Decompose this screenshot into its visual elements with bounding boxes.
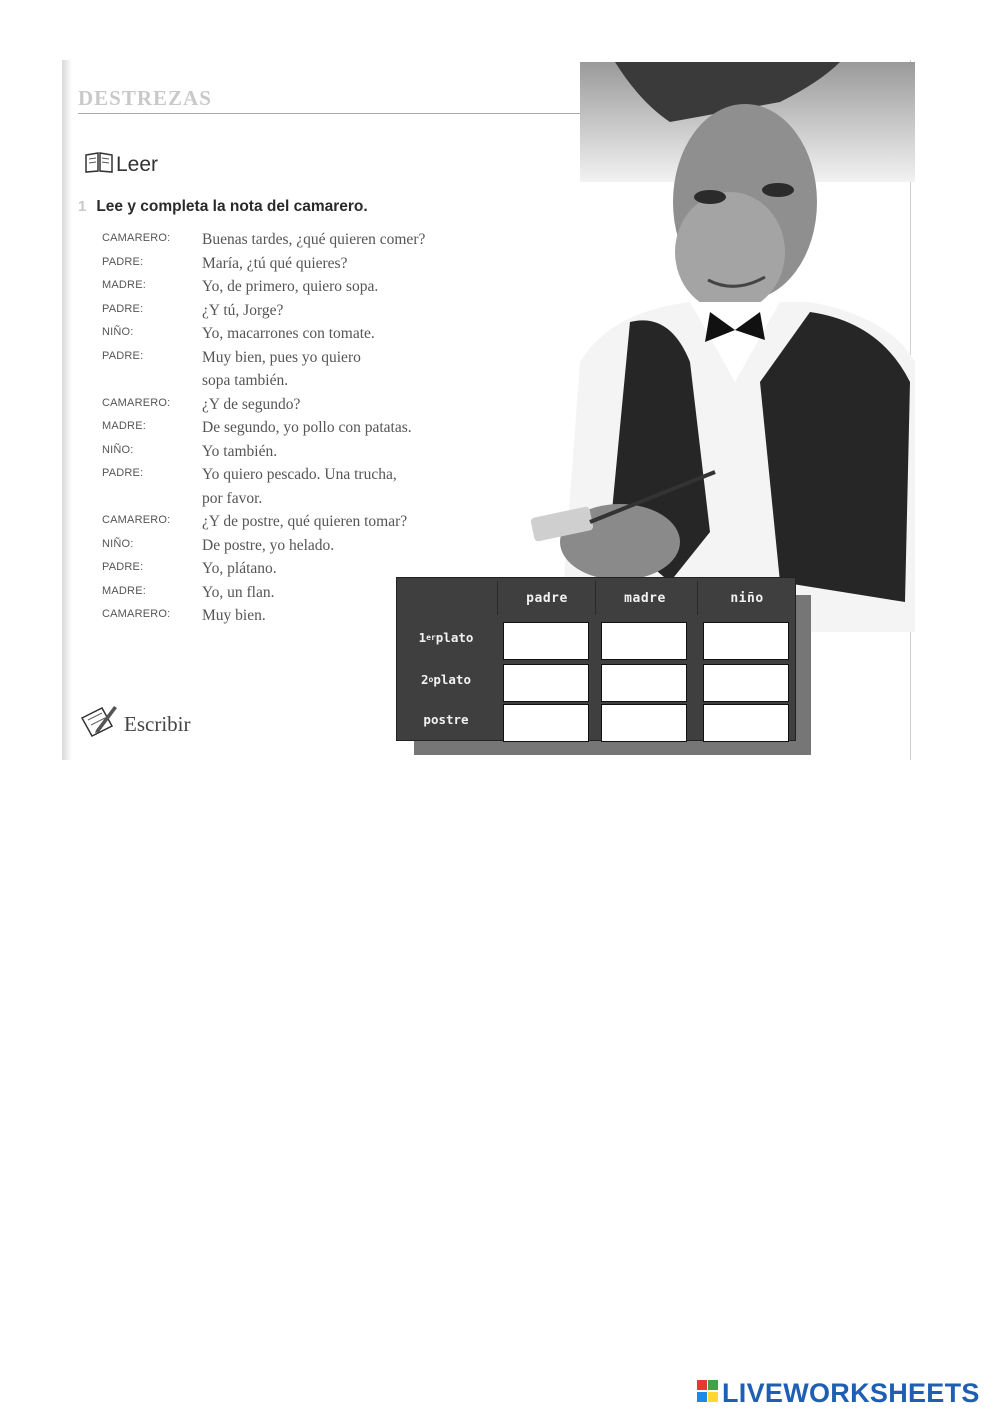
dialogue-line [102,252,522,276]
speaker-label: PADRE: [102,255,144,268]
row-header-label: 1 [418,629,427,645]
answer-box[interactable] [503,664,589,702]
answer-box[interactable] [601,704,687,742]
row-header-label: 2 [421,671,429,687]
utterance-text: De segundo, yo pollo con patatas. [202,419,412,436]
utterance-text: Yo quiero pescado. Una trucha, por favor. [202,466,397,507]
exercise-number: 1 [78,198,87,215]
row-header [401,702,491,736]
speaker-label: CAMARERO: [102,232,171,244]
utterance-text: Yo, plátano. [202,560,277,577]
row-header-rest: plato [433,671,471,687]
order-table [396,577,811,755]
answer-box[interactable] [601,664,687,702]
row-header-label: postre [423,711,469,727]
utterance-text: ¿Y de segundo? [202,395,301,413]
leer-label: Leer [116,152,159,176]
speaker-label: PADRE: [102,561,144,573]
speaker-label: NIÑO: [102,326,134,338]
row-header-ordinal: o [428,674,434,684]
liveworksheets-logo [697,1378,980,1409]
escribir-label: Escribir [124,712,191,736]
speaker-label: MADRE: [102,420,146,432]
exercise-instruction [78,198,368,216]
utterance-text: ¿Y tú, Jorge? [202,301,284,319]
row-header [401,662,491,696]
speaker-label: CAMARERO: [102,514,171,526]
logo-square [697,1392,707,1402]
row-header-rest: plato [435,629,474,645]
dialogue-line [102,440,522,464]
answer-box[interactable] [503,704,589,742]
pencil-paper-icon [78,704,118,745]
answer-box[interactable] [703,622,789,660]
dialogue-line [102,463,522,510]
dialogue-line [102,416,522,440]
dialogue-line [102,322,522,346]
utterance-text: María, ¿tú qué quieres? [202,254,348,272]
speaker-label: CAMARERO: [102,396,171,409]
answer-box[interactable] [703,664,789,702]
column-header: padre [497,581,596,615]
utterance-text: Buenas tardes, ¿qué quieren comer? [202,231,426,248]
open-book-icon [84,150,114,179]
speaker-label: NIÑO: [102,443,134,456]
waiter-photo [520,62,915,632]
exercise-text: Lee y completa la nota del camarero. [96,198,368,215]
utterance-text: Yo también. [202,442,278,460]
utterance-text: Yo, macarrones con tomate. [202,325,375,342]
dialogue-line [102,299,522,323]
dialogue-line [102,534,522,558]
answer-box[interactable] [703,704,789,742]
dialogue-line [102,346,522,393]
speaker-label: PADRE: [102,302,144,315]
escribir-heading [78,704,190,745]
utterance-text: ¿Y de postre, qué quieren tomar? [202,513,408,530]
speaker-label: NIÑO: [102,537,134,550]
dialogue-line [102,393,522,417]
lws-squares-icon [697,1379,719,1408]
dialogue [102,228,522,628]
utterance-text: Muy bien. [202,607,266,624]
leer-heading [84,150,158,179]
order-grid [396,577,796,741]
speaker-label: PADRE: [102,349,144,362]
brand-wordmark: LIVEWORKSHEETS [722,1378,980,1408]
scan-shadow-left [62,60,72,760]
row-header-ordinal: er [426,632,436,642]
answer-box[interactable] [601,622,687,660]
utterance-text: Muy bien, pues yo quiero sopa también. [202,348,361,389]
scan-margin-right [910,60,981,760]
answer-box[interactable] [503,622,589,660]
speaker-label: CAMARERO: [102,608,171,620]
dialogue-line [102,275,522,299]
dialogue-line [102,228,522,252]
speaker-label: MADRE: [102,279,146,291]
dialogue-line [102,510,522,534]
section-header: DESTREZAS [78,86,212,110]
column-header: madre [595,581,694,615]
utterance-text: De postre, yo helado. [202,536,335,554]
logo-square [697,1380,707,1390]
utterance-text: Yo, un flan. [202,583,275,601]
utterance-text: Yo, de primero, quiero sopa. [202,278,379,295]
row-header [401,620,491,654]
logo-square [708,1380,718,1390]
logo-square [708,1392,718,1402]
speaker-label: PADRE: [102,467,144,479]
column-header: niño [697,581,796,615]
speaker-label: MADRE: [102,584,146,597]
